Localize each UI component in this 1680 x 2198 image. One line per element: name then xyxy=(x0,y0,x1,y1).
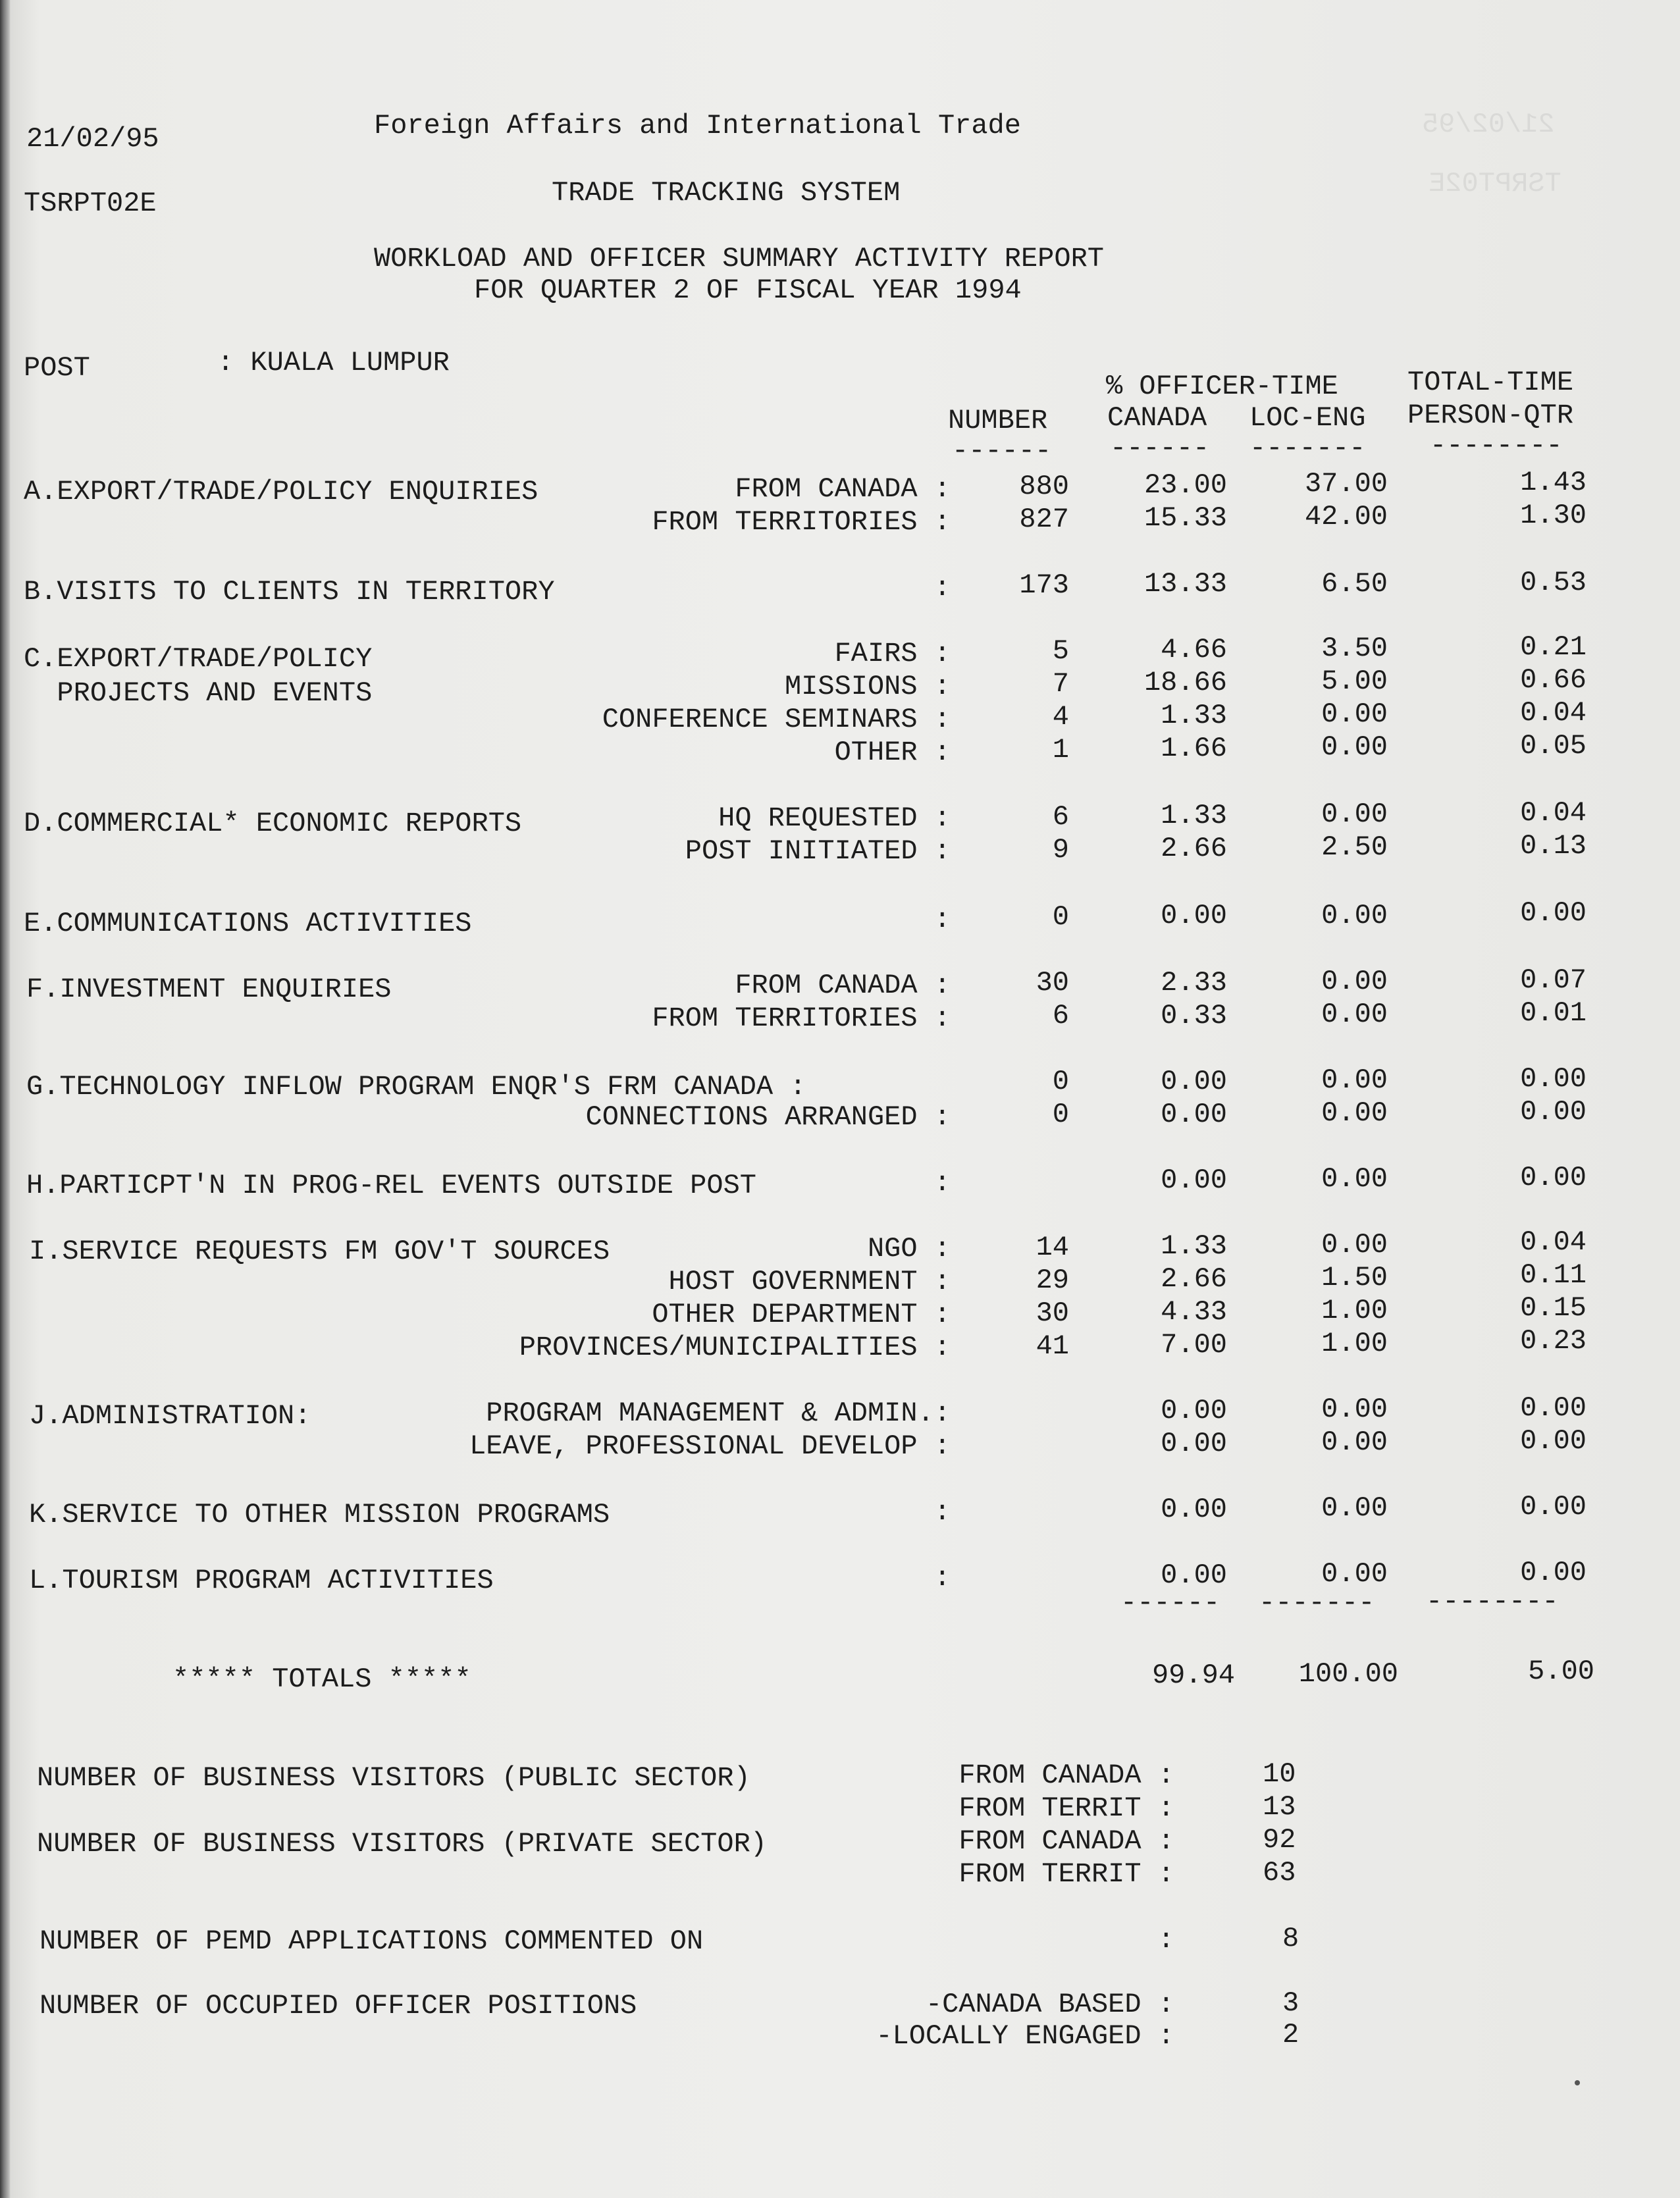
row-i-number-other: 30 xyxy=(1036,1297,1069,1329)
row-i-loceng-other: 1.00 xyxy=(1321,1295,1388,1326)
row-a-loceng-territories: 42.00 xyxy=(1304,501,1388,533)
footer-public-visitors-sub-canada: FROM CANADA : xyxy=(958,1760,1174,1791)
row-i-sub-other: OTHER DEPARTMENT : xyxy=(652,1299,951,1330)
report-code: TSRPT02E xyxy=(24,188,157,219)
row-e-sub: : xyxy=(933,904,951,935)
row-b-sub: : xyxy=(933,572,951,604)
row-e-label: E.COMMUNICATIONS ACTIVITIES xyxy=(24,908,472,939)
col-underline-loc-eng: ------- xyxy=(1249,432,1366,464)
row-a-canada-canada: 23.00 xyxy=(1143,469,1227,501)
row-c-sub-conference: CONFERENCE SEMINARS : xyxy=(602,704,951,735)
row-j-loceng-leave: 0.00 xyxy=(1321,1426,1388,1458)
footer-positions-value-canada: 3 xyxy=(1282,1987,1299,2019)
row-f-sub-territories: FROM TERRITORIES : xyxy=(652,1003,951,1034)
post-value: : KUALA LUMPUR xyxy=(217,347,450,379)
row-f-number-territories: 6 xyxy=(1052,1000,1069,1032)
department-name: Foreign Affairs and International Trade xyxy=(374,110,1021,142)
row-l-person: 0.00 xyxy=(1520,1557,1587,1588)
row-e-person: 0.00 xyxy=(1520,897,1587,929)
row-k-label: K.SERVICE TO OTHER MISSION PROGRAMS xyxy=(29,1499,610,1531)
footer-public-visitors-sub-territ: FROM TERRIT : xyxy=(958,1792,1174,1824)
row-i-canada-host: 2.66 xyxy=(1161,1263,1227,1295)
row-j-label: J.ADMINISTRATION: xyxy=(29,1400,311,1432)
totals-rule-loc-eng: ------- xyxy=(1259,1587,1375,1619)
row-c-canada-conference: 1.33 xyxy=(1161,700,1227,731)
row-g-number-enquiries: 0 xyxy=(1052,1066,1069,1097)
row-c-canada-missions: 18.66 xyxy=(1143,667,1227,698)
row-e-canada: 0.00 xyxy=(1161,900,1227,931)
row-c-label-cont: PROJECTS AND EVENTS xyxy=(24,677,373,709)
row-i-sub-provinces: PROVINCES/MUNICIPALITIES : xyxy=(519,1332,951,1363)
row-i-loceng-host: 1.50 xyxy=(1321,1262,1388,1294)
row-g-person-enquiries: 0.00 xyxy=(1520,1063,1587,1095)
row-i-loceng-ngo: 0.00 xyxy=(1321,1229,1388,1261)
totals-person-qtr: 5.00 xyxy=(1528,1656,1594,1687)
row-g-sub-connections: CONNECTIONS ARRANGED : xyxy=(585,1101,951,1133)
row-i-person-ngo: 0.04 xyxy=(1520,1226,1587,1258)
row-c-sub-missions: MISSIONS : xyxy=(784,671,951,702)
row-c-canada-fairs: 4.66 xyxy=(1161,634,1227,666)
row-c-number-other: 1 xyxy=(1052,734,1069,766)
row-c-label: C.EXPORT/TRADE/POLICY xyxy=(24,643,373,675)
footer-public-visitors-value-territ: 13 xyxy=(1263,1791,1296,1823)
row-h-loceng: 0.00 xyxy=(1321,1163,1388,1195)
col-heading-loc-eng: LOC-ENG xyxy=(1249,402,1366,434)
row-i-canada-ngo: 1.33 xyxy=(1161,1230,1227,1262)
row-g-label: G.TECHNOLOGY INFLOW PROGRAM ENQR'S FRM CANADA : xyxy=(26,1071,806,1103)
row-f-sub-canada: FROM CANADA : xyxy=(735,970,951,1001)
col-heading-total-time: TOTAL-TIME xyxy=(1407,367,1574,398)
row-i-sub-ngo: NGO : xyxy=(867,1233,951,1265)
row-i-label: I.SERVICE REQUESTS FM GOV'T SOURCES xyxy=(29,1236,610,1267)
col-heading-person-qtr: PERSON-QTR xyxy=(1407,400,1574,431)
page-binding-edge xyxy=(0,0,11,2198)
bleed-through-shadow: 21/02/95 xyxy=(1422,109,1555,140)
footer-private-visitors-label: NUMBER OF BUSINESS VISITORS (PRIVATE SECTOR) xyxy=(37,1828,767,1860)
col-underline-person-qtr: -------- xyxy=(1430,430,1563,461)
row-g-number-connections: 0 xyxy=(1052,1099,1069,1130)
row-f-loceng-canada: 0.00 xyxy=(1321,966,1388,997)
system-name: TRADE TRACKING SYSTEM xyxy=(552,177,901,209)
footer-pemd-label: NUMBER OF PEMD APPLICATIONS COMMENTED ON xyxy=(39,1925,704,1957)
row-a-sub-canada: FROM CANADA : xyxy=(735,473,951,505)
footer-private-visitors-sub-canada: FROM CANADA : xyxy=(958,1825,1174,1857)
row-c-number-conference: 4 xyxy=(1052,701,1069,733)
col-heading-canada: CANADA xyxy=(1107,402,1207,434)
footer-private-visitors-sub-territ: FROM TERRIT : xyxy=(958,1858,1174,1890)
row-h-canada: 0.00 xyxy=(1161,1164,1227,1196)
row-c-sub-other: OTHER : xyxy=(834,737,951,768)
row-i-number-provinces: 41 xyxy=(1036,1330,1069,1362)
row-i-number-host: 29 xyxy=(1036,1265,1069,1296)
col-underline-canada: ------ xyxy=(1110,432,1210,464)
footer-positions-sub-canada: -CANADA BASED : xyxy=(925,1989,1174,2020)
row-a-person-canada: 1.43 xyxy=(1520,467,1587,498)
row-c-canada-other: 1.66 xyxy=(1161,733,1227,764)
footer-pemd-sub: : xyxy=(1157,1924,1174,1956)
row-g-canada-connections: 0.00 xyxy=(1161,1099,1227,1130)
row-d-loceng-hq: 0.00 xyxy=(1321,798,1388,830)
totals-label: ***** TOTALS ***** xyxy=(172,1663,471,1695)
row-i-canada-provinces: 7.00 xyxy=(1161,1329,1227,1361)
row-c-loceng-fairs: 3.50 xyxy=(1321,633,1388,664)
row-a-sub-territories: FROM TERRITORIES : xyxy=(652,506,951,538)
row-d-person-hq: 0.04 xyxy=(1520,797,1587,829)
row-c-person-other: 0.05 xyxy=(1520,730,1587,762)
row-f-loceng-territories: 0.00 xyxy=(1321,999,1388,1030)
row-c-number-fairs: 5 xyxy=(1052,635,1069,667)
report-title: WORKLOAD AND OFFICER SUMMARY ACTIVITY REPORT xyxy=(374,243,1104,275)
row-c-number-missions: 7 xyxy=(1052,668,1069,700)
row-a-canada-territories: 15.33 xyxy=(1143,502,1227,534)
col-heading-pct-officer-time: % OFFICER-TIME xyxy=(1106,371,1338,402)
row-c-loceng-conference: 0.00 xyxy=(1321,698,1388,730)
row-g-loceng-connections: 0.00 xyxy=(1321,1097,1388,1129)
row-i-person-provinces: 0.23 xyxy=(1520,1325,1587,1357)
footer-private-visitors-value-territ: 63 xyxy=(1263,1857,1296,1889)
paper-speck xyxy=(1575,2080,1580,2085)
row-d-canada-post: 2.66 xyxy=(1161,833,1227,864)
row-k-sub: : xyxy=(933,1496,951,1528)
row-i-canada-other: 4.33 xyxy=(1161,1296,1227,1328)
row-b-canada: 13.33 xyxy=(1143,568,1227,600)
row-d-loceng-post: 2.50 xyxy=(1321,831,1388,863)
row-f-label: F.INVESTMENT ENQUIRIES xyxy=(26,974,392,1005)
row-d-number-post: 9 xyxy=(1052,834,1069,866)
row-k-canada: 0.00 xyxy=(1161,1494,1227,1525)
post-label: POST xyxy=(24,352,90,384)
row-d-person-post: 0.13 xyxy=(1520,830,1587,862)
row-j-person-leave: 0.00 xyxy=(1520,1425,1587,1457)
col-underline-number: ------ xyxy=(952,435,1052,467)
row-i-number-ngo: 14 xyxy=(1036,1232,1069,1263)
row-a-label: A.EXPORT/TRADE/POLICY ENQUIRIES xyxy=(24,476,538,508)
row-j-loceng-program: 0.00 xyxy=(1321,1394,1388,1425)
row-b-label: B.VISITS TO CLIENTS IN TERRITORY xyxy=(24,576,555,608)
row-a-number-territories: 827 xyxy=(1019,504,1069,535)
totals-canada: 99.94 xyxy=(1151,1660,1235,1691)
row-a-number-canada: 880 xyxy=(1019,471,1069,502)
row-f-number-canada: 30 xyxy=(1036,967,1069,999)
row-b-loceng: 6.50 xyxy=(1321,568,1388,600)
row-g-loceng-enquiries: 0.00 xyxy=(1321,1064,1388,1096)
row-f-canada-territories: 0.33 xyxy=(1161,1000,1227,1032)
row-k-loceng: 0.00 xyxy=(1321,1492,1388,1524)
row-l-sub: : xyxy=(933,1562,951,1594)
row-l-label: L.TOURISM PROGRAM ACTIVITIES xyxy=(29,1565,494,1596)
totals-rule-person-qtr: -------- xyxy=(1426,1586,1559,1617)
row-b-person: 0.53 xyxy=(1520,567,1587,598)
row-d-number-hq: 6 xyxy=(1052,801,1069,833)
footer-pemd-value: 8 xyxy=(1282,1923,1299,1954)
row-d-sub-post: POST INITIATED : xyxy=(685,835,951,867)
totals-rule-canada: ------ xyxy=(1120,1587,1221,1619)
report-period: FOR QUARTER 2 OF FISCAL YEAR 1994 xyxy=(474,275,1022,306)
row-j-person-program: 0.00 xyxy=(1520,1392,1587,1424)
row-c-person-conference: 0.04 xyxy=(1520,697,1587,729)
row-l-canada: 0.00 xyxy=(1161,1559,1227,1591)
bleed-through-shadow: TSRPT02E xyxy=(1429,168,1562,199)
footer-positions-sub-local: -LOCALLY ENGAGED : xyxy=(876,2020,1174,2052)
footer-public-visitors-value-canada: 10 xyxy=(1263,1758,1296,1790)
row-j-sub-leave: LEAVE, PROFESSIONAL DEVELOP : xyxy=(469,1430,951,1462)
row-d-canada-hq: 1.33 xyxy=(1161,800,1227,831)
row-l-loceng: 0.00 xyxy=(1321,1558,1388,1590)
row-g-person-connections: 0.00 xyxy=(1520,1096,1587,1128)
footer-positions-value-local: 2 xyxy=(1282,2019,1299,2051)
row-h-person: 0.00 xyxy=(1520,1162,1587,1193)
row-f-canada-canada: 2.33 xyxy=(1161,967,1227,999)
row-g-canada-enquiries: 0.00 xyxy=(1161,1066,1227,1097)
row-c-person-fairs: 0.21 xyxy=(1520,631,1587,663)
row-c-loceng-missions: 5.00 xyxy=(1321,666,1388,697)
row-c-person-missions: 0.66 xyxy=(1520,664,1587,696)
report-date: 21/02/95 xyxy=(26,123,159,155)
row-f-person-territories: 0.01 xyxy=(1520,997,1587,1029)
col-heading-number: NUMBER xyxy=(948,405,1048,436)
row-h-label: H.PARTICPT'N IN PROG-REL EVENTS OUTSIDE POST xyxy=(26,1170,756,1201)
row-d-label: D.COMMERCIAL* ECONOMIC REPORTS xyxy=(24,808,522,839)
row-j-canada-program: 0.00 xyxy=(1161,1395,1227,1426)
row-a-loceng-canada: 37.00 xyxy=(1304,468,1388,500)
row-f-person-canada: 0.07 xyxy=(1520,964,1587,996)
row-e-loceng: 0.00 xyxy=(1321,900,1388,931)
row-i-loceng-provinces: 1.00 xyxy=(1321,1328,1388,1359)
footer-positions-label: NUMBER OF OCCUPIED OFFICER POSITIONS xyxy=(39,1990,637,2022)
row-j-sub-program: PROGRAM MANAGEMENT & ADMIN.: xyxy=(486,1398,951,1429)
row-e-number: 0 xyxy=(1052,901,1069,933)
row-b-number: 173 xyxy=(1019,569,1069,601)
row-a-person-territories: 1.30 xyxy=(1520,500,1587,531)
row-j-canada-leave: 0.00 xyxy=(1161,1428,1227,1459)
row-d-sub-hq: HQ REQUESTED : xyxy=(718,802,951,834)
row-c-loceng-other: 0.00 xyxy=(1321,731,1388,763)
row-c-sub-fairs: FAIRS : xyxy=(834,638,951,669)
row-i-sub-host: HOST GOVERNMENT : xyxy=(668,1266,951,1297)
row-k-person: 0.00 xyxy=(1520,1491,1587,1523)
row-i-person-other: 0.15 xyxy=(1520,1292,1587,1324)
totals-loc-eng: 100.00 xyxy=(1298,1658,1398,1690)
row-i-person-host: 0.11 xyxy=(1520,1259,1587,1291)
footer-public-visitors-label: NUMBER OF BUSINESS VISITORS (PUBLIC SECTOR) xyxy=(37,1762,750,1794)
footer-private-visitors-value-canada: 92 xyxy=(1263,1824,1296,1856)
row-h-sub: : xyxy=(933,1167,951,1199)
